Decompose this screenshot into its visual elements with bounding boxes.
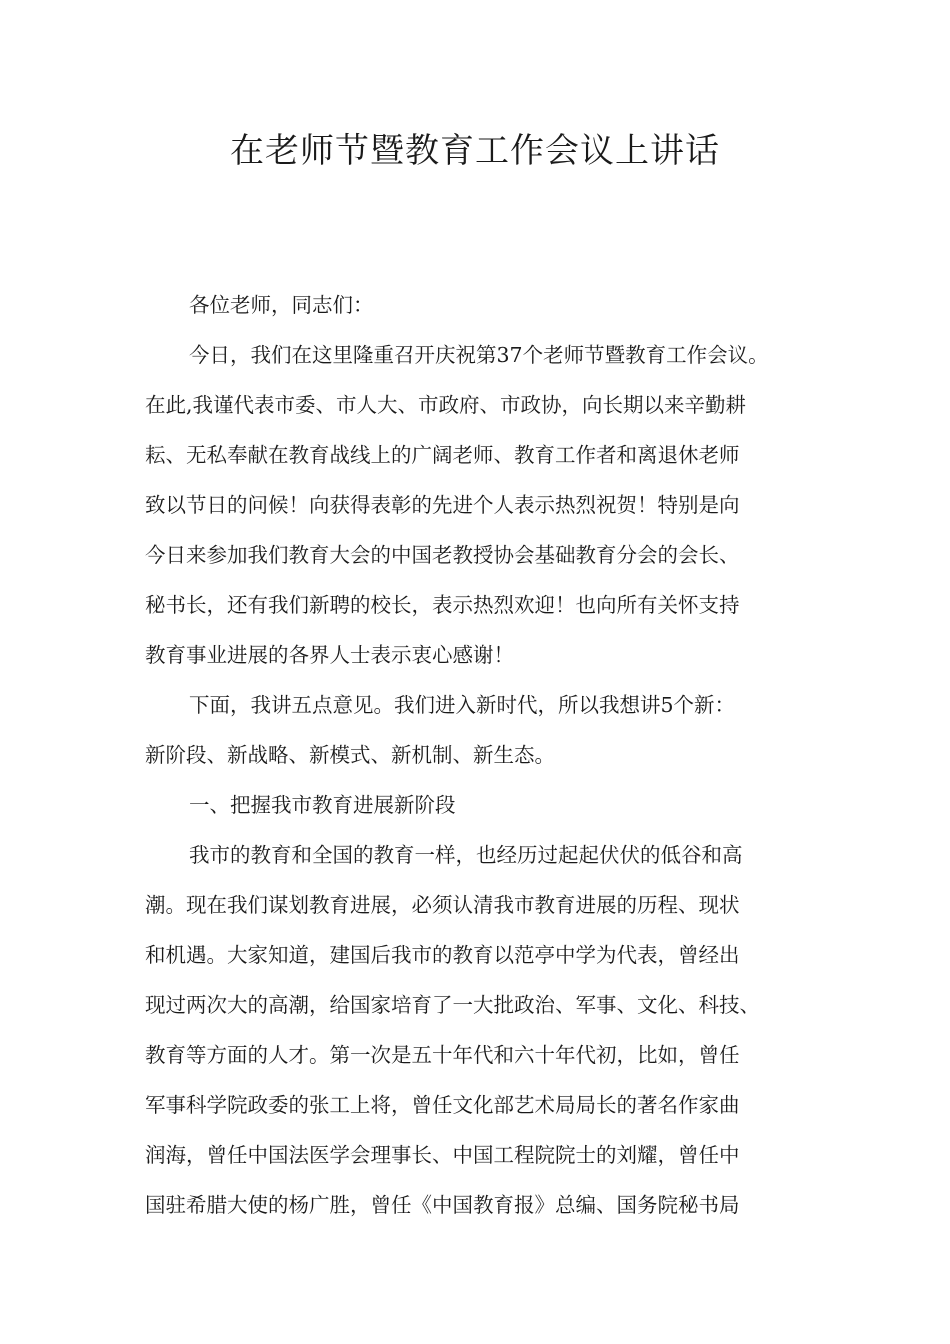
text-line: 润海，曾任中国法医学会理事长、中国工程院院士的刘耀，曾任中 (145, 1143, 740, 1167)
document-body (145, 280, 810, 1230)
text-line: 今日，我们在这里隆重召开庆祝第37个老师节暨教育工作会议。 (189, 343, 769, 367)
text-line: 现过两次大的高潮，给国家培育了一大批政治、军事、文化、科技、 (145, 993, 760, 1017)
text-line: 教育等方面的人才。第一次是五十年代和六十年代初，比如，曾任 (145, 1043, 740, 1067)
text-line: 潮。现在我们谋划教育进展，必须认清我市教育进展的历程、现状 (145, 893, 740, 917)
text-line: 新阶段、新战略、新模式、新机制、新生态。 (145, 743, 555, 767)
text-line: 在此,我谨代表市委、市人大、市政府、市政协，向长期以来辛勤耕 (145, 393, 747, 417)
text-line: 耘、无私奉献在教育战线上的广阔老师、教育工作者和离退休老师 (145, 443, 740, 467)
text-line: 国驻希腊大使的杨广胜，曾任《中国教育报》总编、国务院秘书局 (145, 1193, 740, 1217)
document-title: 在老师节暨教育工作会议上讲话 (230, 131, 720, 171)
text-line: 今日来参加我们教育大会的中国老教授协会基础教育分会的会长、 (145, 543, 740, 567)
text-line: 教育事业进展的各界人士表示衷心感谢！ (145, 643, 514, 667)
text-line: 下面，我讲五点意见。我们进入新时代，所以我想讲5个新： (189, 693, 736, 717)
text-line: 致以节日的问候！向获得表彰的先进个人表示热烈祝贺！特别是向 (145, 493, 740, 517)
text-line: 秘书长，还有我们新聘的校长，表示热烈欢迎！也向所有关怀支持 (145, 593, 740, 617)
text-line: 一、把握我市教育进展新阶段 (189, 793, 456, 817)
text-line: 和机遇。大家知道，建国后我市的教育以范亭中学为代表，曾经出 (145, 943, 740, 967)
text-line: 军事科学院政委的张工上将，曾任文化部艺术局局长的著名作家曲 (145, 1093, 740, 1117)
text-line: 我市的教育和全国的教育一样，也经历过起起伏伏的低谷和高 (189, 843, 743, 867)
text-line: 各位老师，同志们： (189, 293, 374, 317)
